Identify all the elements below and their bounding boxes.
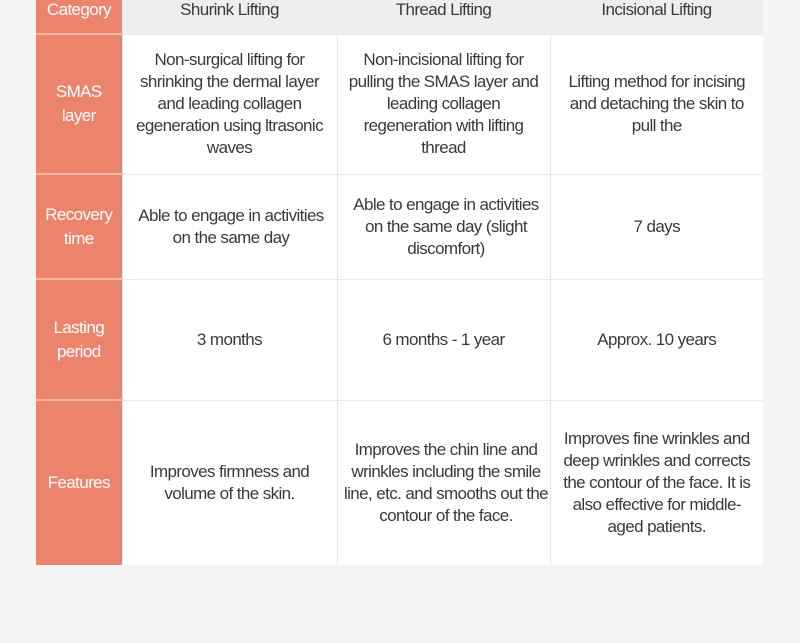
cell-text: Able to engage in activities on the same day bbox=[138, 205, 324, 247]
cell-text: Improves firmness and volume of the skin. bbox=[149, 461, 310, 503]
lifting-comparison-table bbox=[36, 0, 763, 565]
table-cell bbox=[122, 34, 337, 174]
table-row-lasting-period bbox=[36, 279, 763, 400]
table-cell bbox=[122, 174, 337, 279]
row-label-lasting-period bbox=[36, 279, 122, 400]
row-label-text: Features bbox=[47, 473, 110, 492]
cell-text: Able to engage in activities on the same day (slight discomfort) bbox=[353, 194, 539, 258]
table-row-features bbox=[36, 400, 763, 565]
header-thread-lifting: Thread Lifting bbox=[337, 0, 550, 34]
table-cell bbox=[337, 34, 550, 174]
cell-text: Non-incisional lifting for pulling the SMAS layer and leading collagen regeneration with lifting thread bbox=[348, 50, 539, 157]
table-cell bbox=[550, 174, 763, 279]
table-row-recovery-time bbox=[36, 174, 763, 279]
header-shurink-lifting: Shurink Lifting bbox=[122, 0, 337, 34]
cell-text: Improves fine wrinkles and deep wrinkles and corrects the contour of the face. It is also effective for middle-aged patients. bbox=[563, 428, 751, 536]
table-cell bbox=[337, 400, 550, 565]
table-cell bbox=[122, 400, 337, 565]
header-row bbox=[36, 0, 763, 34]
row-label-text: SMAS layer bbox=[55, 82, 102, 125]
cell-text: Non-surgical lifting for shrinking the dermal layer and leading collagen egeneration using ltrasonic waves bbox=[136, 50, 323, 157]
cell-text: Approx. 10 years bbox=[597, 329, 717, 349]
table-cell bbox=[122, 279, 337, 400]
cell-text: 7 days bbox=[633, 216, 680, 236]
table-row-smas-layer bbox=[36, 34, 763, 174]
row-label-features bbox=[36, 400, 122, 565]
cell-text: Lifting method for incising and detaching the skin to pull the bbox=[568, 72, 746, 135]
table-cell bbox=[550, 279, 763, 400]
header-incisional-lifting: Incisional Lifting bbox=[550, 0, 763, 34]
table-cell bbox=[337, 174, 550, 279]
row-label-smas-layer bbox=[36, 34, 122, 174]
cell-text: 6 months - 1 year bbox=[382, 329, 505, 349]
row-label-recovery-time bbox=[36, 174, 122, 279]
table-cell bbox=[550, 34, 763, 174]
table-cell bbox=[550, 400, 763, 565]
table-cell bbox=[337, 279, 550, 400]
cell-text: Improves the chin line and wrinkles including the smile line, etc. and smooths out the contour of the face. bbox=[343, 439, 549, 525]
comparison-table-wrapper bbox=[36, 0, 763, 565]
header-category: Category bbox=[36, 0, 122, 34]
row-label-text: Recovery time bbox=[45, 204, 113, 248]
row-label-text: Lasting period bbox=[53, 317, 105, 361]
cell-text: 3 months bbox=[196, 329, 263, 349]
